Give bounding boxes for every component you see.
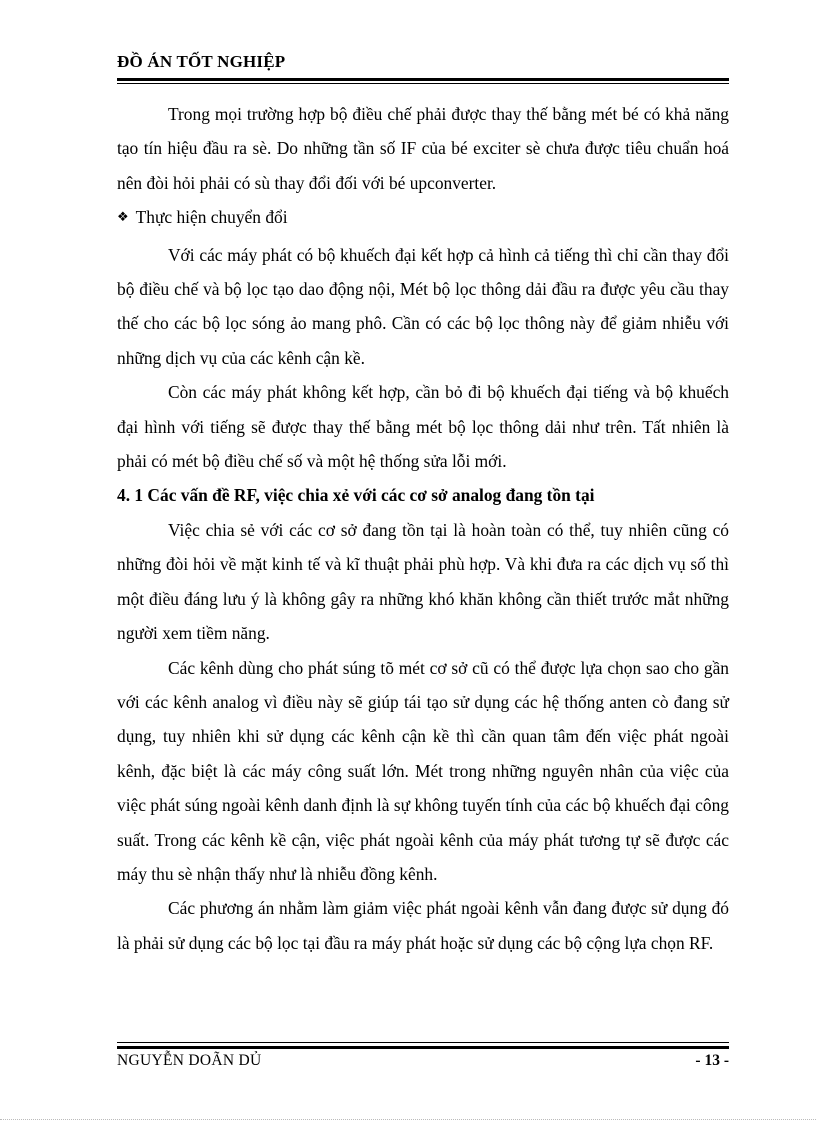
header-rule-thick xyxy=(117,78,729,81)
footer-rule-thin xyxy=(117,1042,729,1043)
diamond-bullet-icon: ❖ xyxy=(117,210,129,226)
document-header-title: ĐỒ ÁN TỐT NGHIỆP xyxy=(117,52,286,71)
paragraph-6: Các phương án nhằm làm giảm việc phát ngoài kênh vẫn đang được sử dụng đó là phải sử dụng các bộ lọc tại đầu ra máy phát hoặc sử dụng các bộ cộng lựa chọn RF. xyxy=(117,898,729,953)
document-body xyxy=(117,97,729,960)
header-rule-thin xyxy=(117,83,729,84)
page-boundary-line xyxy=(0,1119,816,1120)
section-heading: 4. 1 Các vấn đề RF, việc chia xẻ với các cơ sở analog đang tồn tại xyxy=(117,485,595,506)
paragraph-1: Trong mọi trường hợp bộ điều chế phải được thay thế bằng mét bé có khả năng tạo tín hiệu đầu ra sè. Do những tần số IF của bé exciter sè chưa được tiêu chuẩn hoá nên đòi hỏi phải có sù thay đổi đối với bé upconverter. xyxy=(117,104,729,193)
paragraph-5: Các kênh dùng cho phát súng tõ mét cơ sở cũ có thể được lựa chọn sao cho gần với các kênh analog vì điều này sẽ giúp tái tạo sử dụng các hệ thống anten cò đang sử dụng, tuy nhiên khi sử dụng các kênh cận kề thì cần quan tâm đến việc phát ngoài kênh, đặc biệt là các máy công suất lớn. Mét trong những nguyên nhân của việc của việc phát súng ngoài kênh danh định là sự không tuyến tính của các bộ khuếch đại công suất. Trong các kênh kề cận, việc phát ngoài kênh của máy phát tương tự sẽ được các máy thu sè nhận thấy như là nhiễu đồng kênh. xyxy=(117,657,729,884)
paragraph-2: Với các máy phát có bộ khuếch đại kết hợp cả hình cả tiếng thì chỉ cần thay đổi bộ điều chế và bộ lọc tạo dao động nội, Mét bộ lọc thông dải đầu ra được yêu cầu thay thế cho các bộ lọc sóng ảo mang phô. Cần có các bộ lọc thông này để giảm nhiễu với những dịch vụ của các kênh cận kề. xyxy=(117,244,729,368)
bullet-text: Thực hiện chuyển đổi xyxy=(135,207,288,228)
footer-rule-thick xyxy=(117,1046,729,1049)
page-number: - 13 - xyxy=(695,1052,729,1069)
footer-author: NGUYỄN DOÃN DỦ xyxy=(117,1052,262,1069)
bullet-item xyxy=(117,200,729,237)
paragraph-3: Còn các máy phát không kết hợp, cần bỏ đi bộ khuếch đại tiếng và bộ khuếch đại hình với tiếng sẽ được thay thế bằng mét bộ lọc thông dải như trên. Tất nhiên là phải có mét bộ điều chế số và một hệ thống sửa lỗi mới. xyxy=(117,382,729,472)
paragraph-4: Việc chia sẻ với các cơ sở đang tồn tại là hoàn toàn có thể, tuy nhiên cũng có những đòi hỏi về mặt kinh tế và kĩ thuật phải phù hợp. Và khi đưa ra các dịch vụ số thì một điều đáng lưu ý là không gây ra những khó khăn không cần thiết trước mắt những người xem tiềm năng. xyxy=(117,519,729,644)
